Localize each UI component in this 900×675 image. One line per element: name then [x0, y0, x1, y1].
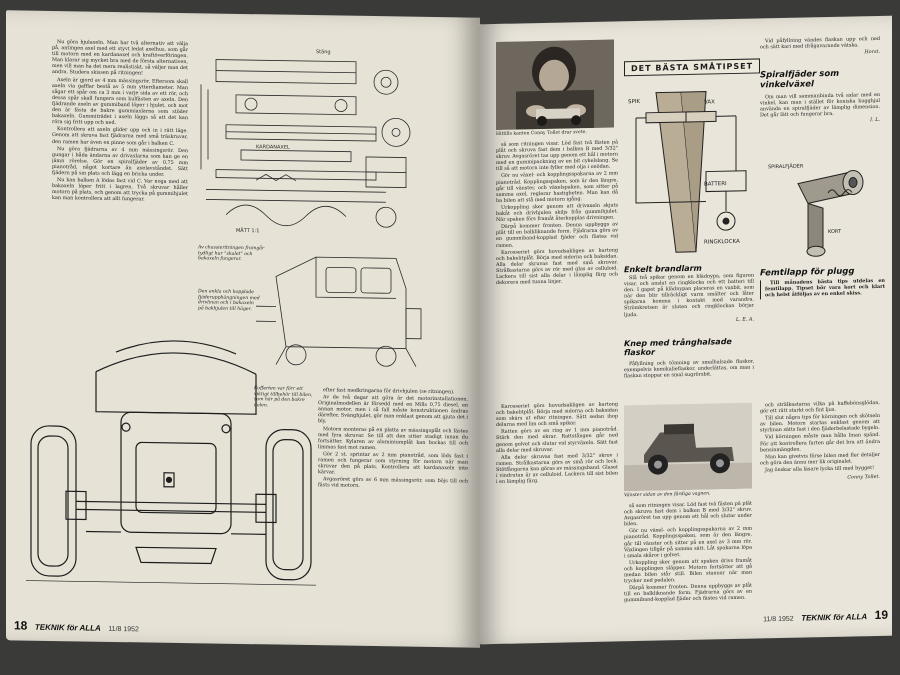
left-text-column	[52, 39, 188, 329]
photo-caption: Hittills kanten Conny Tollet drar svete.	[496, 130, 587, 137]
right-footer	[718, 608, 888, 626]
left-footer	[14, 618, 314, 637]
right-text-column-bottom	[496, 401, 618, 614]
tip-title: Knep med trånghalsade flaskor	[624, 337, 732, 358]
sketch-label: VAX	[704, 99, 715, 106]
page-number: 19	[874, 607, 888, 623]
photo-caption: Vänster sidan av den färdiga vagnen.	[624, 491, 711, 499]
tip-text	[624, 273, 754, 326]
right-text-middle-bottom	[624, 501, 752, 614]
paragraph: Man kan givetvis förse bilen med fler detaljer och göra den ännu mer lik originalet.	[760, 451, 880, 467]
paragraph: Gör 2 st. sprintar av 2 mm pianotråd, som löds fast i ramen och fungerar som styrning för motorn när man skruvar den på plats. Kontrollera att kardanaxeln inte kärvar.	[318, 451, 468, 476]
spiral-spring-sketch	[768, 152, 878, 264]
paragraph: så som ritningen visar. Löd fast två fästen på plåt och skruva fast dem i balken B med 3/32" skruv. Avgasröret tas upp genom ett hål i motorn med en gummipackning av en bit cykelslang. Se till så att motorn inte fyller med olja i onödan.	[496, 139, 618, 173]
fire-alarm-sketch	[626, 81, 756, 264]
paragraph: Nu göra fjädrarna av 4 mm mässingsrör. Den gungar i båda ändarna av drivaxlarna som kan ge en jämn rörelse. Gör en spiralfjäder av 0,75 mm pianotråd, något kortare än axelavståndet. Sätt fjädern på sin plats och lägg en bricka under.	[52, 145, 188, 178]
left-text-column-2	[318, 387, 468, 625]
sketch-label: MÅTT 1:1	[236, 227, 260, 235]
figure-caption: Av chassieritningen framgår tydligt hur ”skalet” och bakaxeln fungerar.	[198, 245, 265, 263]
paragraph: Därpå kommer fronten. Denna uppbyggs av plåt till en balkliknande form. Fjädrarna görs av en gummiband-kopplad fjäder och fästes vid ramen.	[496, 221, 618, 249]
paragraph: Nu göra hjulaxeln. Man har två alternativ att välja på, antingen axel med ett styvt ledat axelhus, som går till motorn med en kardanaxel och kraftöverföringen. Man klarar sig mycket bra med de första alternativen, men vill man ha det mera realistiskt, så väljer man det andra. Studera skissen på ritningen!	[52, 39, 188, 77]
page-number: 18	[14, 618, 28, 633]
paragraph: Därpå kommer fronten. Denna uppbyggs av plåt till en balkliknande form. Fjädrarna görs av en gummiband-kopplad fjäder och fästes vid ramen.	[624, 582, 752, 604]
issue-date: 11/8 1952	[763, 615, 794, 624]
tip-text	[760, 278, 885, 300]
paragraph: Alla delar skruvas fast med 3/32" skruv i ramen. Strålkastarna görs av små rör och lock. Stötfångarna kan göras av mässingsband. Glaset i vindrutan är av celluloid. Lackera till sist bilen i en lämplig färg.	[496, 452, 618, 486]
figure-caption: Den enkla och kopplade fjäderupphängningen med drivlinan och i bakaxeln på bakhjulen till höger.	[198, 289, 260, 312]
paragraph: Påfyllning och tömning av smalhalsade flaskor, exempelvis kemikalieflaskor, underlättas, om man i flaskan stoppar en smal sugrörsbit.	[624, 358, 754, 380]
paragraph: Ratten görs av en ring av 1 mm pianotråd. Stärk den med ekrar. Rattstången går ned genom golvet och slutar vid styrväxeln. Sätt fast alla delar med skruvar.	[496, 426, 618, 454]
paragraph: Gör nu växel- och kopplingsspakarna av 2 mm pianotråd. Kopplingsspaken, som är den längre, går till vänster, och växelspaken, som sitter på samma axel, reglerar hastigheten. Man kan då ha bilen att stå med motorn igång.	[496, 170, 618, 204]
sketch-label: KARDANAXEL	[256, 144, 290, 151]
paragraph: Kontrollera att axeln glider upp och in i rätt läge. Genom att skruva fast fjädrarna med små träskruvar, den ramen har även en pinne som går i balken C.	[52, 126, 188, 147]
sketch-label: BATTERI	[704, 181, 727, 188]
author-signature: Conny Tollet.	[847, 473, 880, 481]
chassis-sketch	[196, 39, 416, 242]
paragraph: Till månadens bästa tips utdelas en femtilapp. Tipset bör vara kort och klart och helst åtföljas av en enkel skiss.	[765, 277, 885, 299]
sketch-label: KORT	[828, 228, 842, 236]
tip-text	[624, 359, 754, 381]
issue-date: 11/8 1952	[108, 625, 139, 634]
paragraph: Karosseriet görs huvudsakligen av kartong och bakelitplåt. Börja med sidorna och baksidan. Alla delar skruvas fast med små skruvar. Strålkastarna görs av rör med glas av celluloid. Lackera till sist alla delar i lämplig färg och dekorera med tunna linjer.	[496, 246, 618, 287]
paragraph: Vid körningen måste man hålla linan spänd. För att kontrollera farten går det bra att ändra bensinmängden.	[760, 432, 880, 454]
photo-builder-image	[496, 39, 614, 129]
tip-title: Enkelt brandlarm	[624, 263, 702, 275]
sketch-label: SPIRALFJÄDER	[768, 163, 804, 171]
paragraph: Gör nu växel- och kopplingsspakarna av 2 mm pianotråd. Kopplingsspaken, som är den längre, går till vänster och sitter på en axel av 3 mm rör. Växlingen tillgår på samma sätt. Låt spakarna löpa i smala skåror i golvet.	[624, 525, 752, 560]
sketch-label: SPIK	[628, 98, 641, 106]
paragraph: Axeln är gjord av 4 mm mässingsrör. Eftersom skall axeln via gafflar bestå av 5 mm ytterdiameter. Man sågar ett spår om ca 3 mm i varje sida av ett rör, och dessa spår skall fungera som kulfästen av axeln. Den fjädrande axeln av gummiband löper i hjulet, och mot den är fästa de bakre gummiaxlarna som stöder bakaxeln. Gummiträdet i axeln läggs så att det kan röra sig fritt upp och ned.	[52, 76, 188, 127]
photo-car-image	[624, 403, 752, 492]
photo-finished-car	[624, 403, 752, 492]
rear-view-drawing	[26, 331, 316, 596]
tips-box-title: DET BÄSTA SMÅTIPSET	[624, 58, 760, 76]
tip-author: I. L.	[870, 117, 880, 124]
paragraph: Om man vill sammanbinda två axlar med en vinkel, kan man i stället för koniska kugghjul använda en spiralfjäder av lämplig dimension. Det går lätt och fungerar bra.	[760, 91, 880, 119]
paragraph: Jag önskar alla läsare lycka till med bygget!	[765, 464, 875, 474]
paragraph: Slå två spikar genom en klädnypa, som figuren visar, och anslut en ringklocka och ett batteri till den. I gapet på klädnypan placeras en vaxbit, som när den blir tillräckligt varm smälter och låter spikarna komma i kontakt med varandra. Strömkretsen är sluten och ringklockan börjar ljuda.	[624, 272, 754, 318]
paragraph: Till slut några tips för körningen och skötseln av bilen. Motorn startas enklast genom att styrlinan sätts fast i den fjäderbelastade bygeln.	[760, 413, 880, 434]
paragraph: Urkoppling sker genom att drivaxeln skjuts bakåt och drivhjulen skiljs från gummihjulet. När spaken förs framåt återkopplas drivningen.	[496, 202, 618, 224]
magazine-name: TEKNIK för ALLA	[34, 622, 101, 633]
figure-caption: Kofferten var förr ett viktigt tillbehör till bilen, som här på den bakre delen.	[254, 386, 313, 409]
left-page	[6, 10, 480, 647]
tip-text	[760, 36, 880, 59]
right-text-column	[496, 139, 618, 400]
tip-author: L. E. A.	[735, 316, 754, 323]
paragraph: Vid påfyllning vändes flaskan upp och ned och sätt kari med ifrågavarande vätska.	[760, 35, 880, 51]
paragraph: Urkoppling sker genom att spaken drivs framåt och kopplingen släpper. Motorn fortsätter att gå medan bilen står still. Bilen stannar när man trycker ned pedalen.	[624, 557, 752, 585]
tip-title: Femtilapp för plugg	[760, 266, 855, 279]
paragraph: och strålkastarna vilka på kaffebönsglödan, gör ett rätt starkt och fint ljus.	[760, 399, 880, 415]
paragraph: Nu kan balken A lödas fast vid C. Var noga med att bakaxeln löper fritt i lagren. Två skruvar håller motorn på plats, och genom att trycka på gummihjulet kan man kontrollera att allt fungerar.	[52, 177, 188, 203]
paragraph: Avgasröret görs av 6 mm mässingsrör, som böjs till och fästs vid motorn.	[318, 476, 468, 490]
photo-builder	[496, 39, 614, 129]
paragraph: Karosseriet görs huvudsakligen av kartong och bakelitplåt. Börja med sidorna och baksidan som skärs ut efter ritningen. Sätt sedan ihop delarna med lim och små spikar.	[496, 401, 618, 429]
paragraph: Av de två dagar att göra är det motorinstallationen. Originalmodellen är försedd med en Mills 0,75 diesel, en annan motor, men i så fall måste konstruktionen ändras därefter. Svänghjulet, gör man enklast genom att gjuta det i bly.	[318, 394, 468, 425]
paragraph: efter fast medkringarna för drivhjulen (se ritningen).	[323, 387, 455, 396]
tip-author: Horst.	[864, 49, 880, 56]
right-page	[478, 16, 892, 645]
magazine-name: TEKNIK för ALLA	[801, 612, 868, 623]
paragraph: så som ritningen visar. Löd fast två fästen på plåt och skruva fast dem i balken B med 3/32" skruv. Avgasröret tas upp genom ett hål och slutar under bilen.	[624, 500, 752, 528]
right-text-column-right	[760, 400, 880, 599]
sketch-label: Stäng	[316, 49, 331, 56]
paragraph: Motorn monteras på en platta av mässingsplåt och fästes med fyra skruvar. Se till att den sitter stadigt innan du fortsätter. Kylaren av aluminiumplåt kan bockas till och limmas fast mot ramen.	[318, 425, 468, 451]
tip-title: Spiralfjäder som vinkelväxel	[760, 68, 840, 91]
sketch-label: RINGKLOCKA	[704, 238, 740, 246]
tip-text	[760, 92, 880, 127]
